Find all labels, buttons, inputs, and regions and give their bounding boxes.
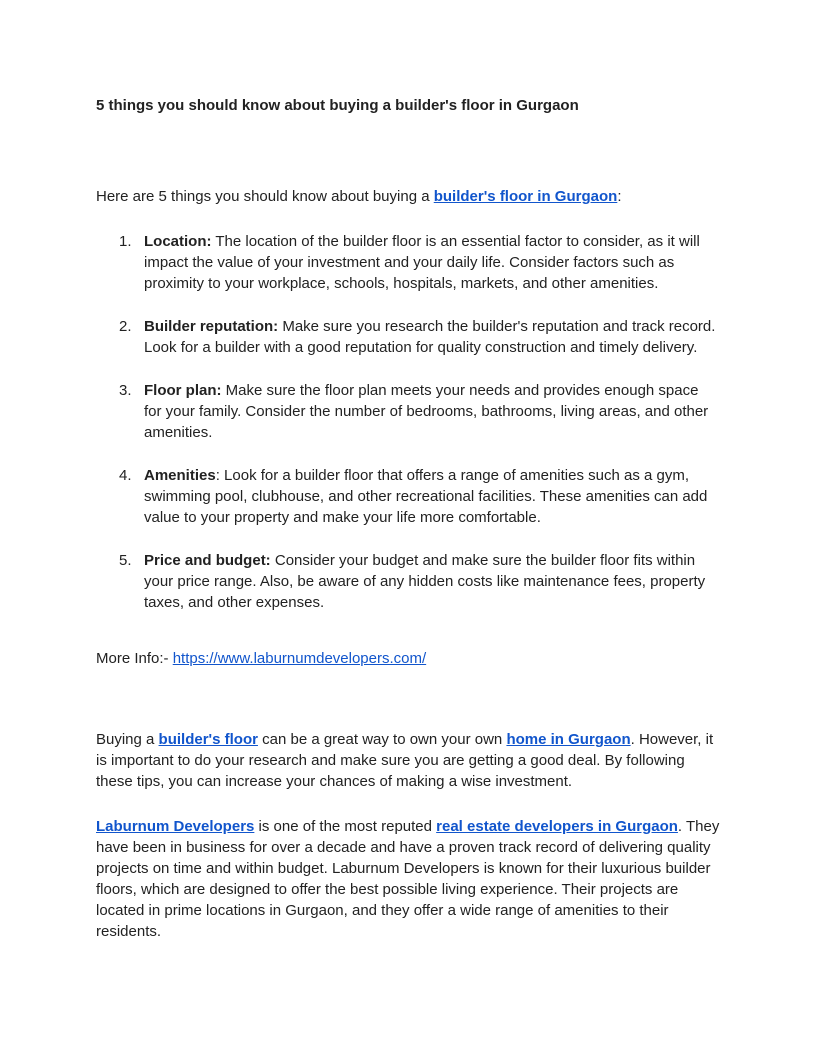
more-info-label: More Info:-	[96, 650, 173, 667]
list-number: 5.	[119, 552, 132, 569]
para-text: Buying a	[96, 731, 159, 748]
item-text: : Look for a builder floor that offers a range of amenities such as a gym, swimming pool, clubhouse, and other recreational facilities. These amenities can add value to your property and make your life more comfortable.	[144, 467, 708, 526]
item-heading: Price and budget:	[144, 552, 271, 569]
list-item	[96, 231, 720, 294]
para-text: can be a great way to own your own	[257, 731, 507, 748]
item-text: Make sure you research the builder's reputation and track record. Look for a builder with a good reputation for quality construction and timely delivery.	[144, 318, 716, 356]
item-text: Make sure the floor plan meets your needs and provides enough space for your family. Consider the number of bedrooms, bathrooms, living areas, and other amenities.	[144, 382, 709, 441]
tips-list	[96, 231, 720, 635]
item-text: The location of the builder floor is an essential factor to consider, as it will impact the value of your investment and your daily life. Consider factors such as proximity to your workplace, schools, hospitals, markets, and other amenities.	[144, 233, 700, 292]
para-text: . They have been in business for over a decade and have a proven track record of delivering quality projects on time and within budget. Laburnum Developers is known for their luxurious builder floors, which are designed to offer the best possible living experience. Their projects are located in prime locations in Gurgaon, and they offer a wide range of amenities to their residents.	[96, 818, 720, 940]
intro-colon: :	[617, 188, 622, 205]
laburnum-developers-link[interactable]: Laburnum Developers	[96, 818, 255, 835]
laburnum-paragraph	[96, 816, 720, 942]
website-link[interactable]: https://www.laburnumdevelopers.com/	[172, 650, 427, 667]
para-text: is one of the most reputed	[254, 818, 437, 835]
list-number: 4.	[119, 467, 132, 484]
list-number: 3.	[119, 382, 132, 399]
para-text: . However, it is important to do your research and make sure you are getting a good deal. By following these tips, you can increase your chances of making a wise investment.	[96, 731, 714, 790]
real-estate-developers-link[interactable]: real estate developers in Gurgaon	[436, 818, 678, 835]
item-heading: Location:	[144, 233, 212, 250]
more-info	[96, 648, 720, 669]
builders-floor-gurgaon-link[interactable]: builder's floor in Gurgaon	[433, 188, 618, 205]
list-number: 1.	[119, 233, 132, 250]
item-heading: Floor plan:	[144, 382, 222, 399]
item-heading: Builder reputation:	[144, 318, 279, 335]
builders-floor-link[interactable]: builder's floor	[158, 731, 258, 748]
list-item	[96, 550, 720, 613]
page-title: 5 things you should know about buying a builder's floor in Gurgaon	[96, 97, 579, 114]
intro-text: Here are 5 things you should know about buying a	[96, 188, 434, 205]
intro-paragraph	[96, 186, 720, 207]
list-number: 2.	[119, 318, 132, 335]
item-text: Consider your budget and make sure the builder floor fits within your price range. Also, be aware of any hidden costs like maintenance fees, property taxes, and other expenses.	[144, 552, 706, 611]
buying-paragraph	[96, 729, 720, 792]
list-item	[96, 465, 720, 528]
list-item	[96, 380, 720, 443]
list-item	[96, 316, 720, 358]
home-in-gurgaon-link[interactable]: home in Gurgaon	[506, 731, 631, 748]
item-heading: Amenities	[144, 467, 216, 484]
